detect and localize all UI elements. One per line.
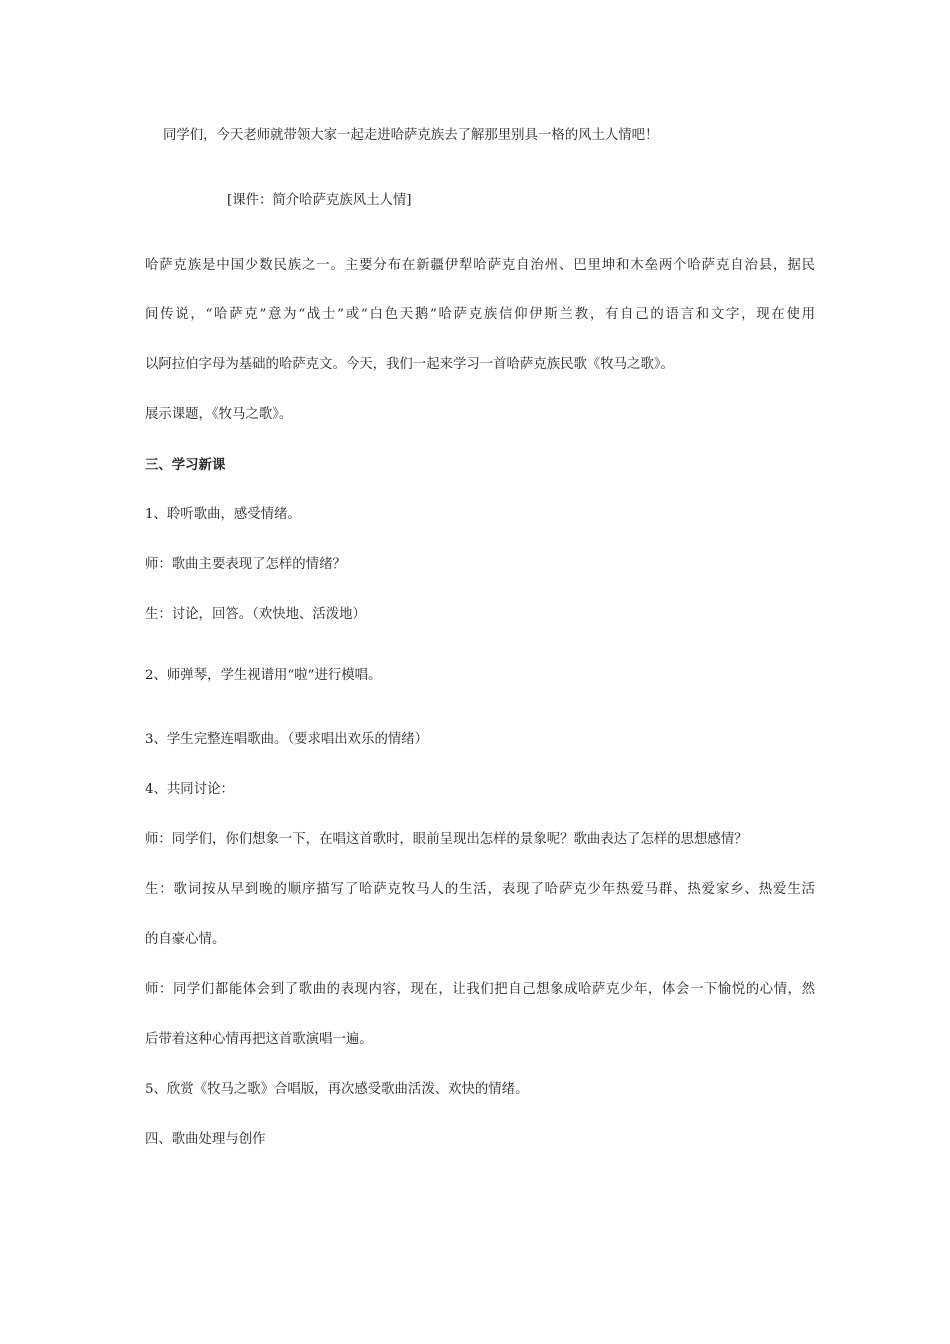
teacher-question-1: 师：歌曲主要表现了怎样的情绪？ <box>145 557 346 572</box>
teacher-question-2: 师：同学们，你们想象一下，在唱这首歌时，眼前呈现出怎样的景象呢？歌曲表达了怎样的思想感情？ <box>145 832 748 847</box>
step-2: 2、师弹琴，学生视谱用“啦”进行模唱。 <box>145 668 382 683</box>
section-3-heading: 三、学习新课 <box>145 457 226 473</box>
kazakh-intro-line-3: 以阿拉伯字母为基础的哈萨克文。今天，我们一起来学习一首哈萨克族民歌《牧马之歌》。 <box>145 357 674 372</box>
step-1: 1、聆听歌曲，感受情绪。 <box>145 507 301 522</box>
courseware-note: [课件：简介哈萨克族风土人情] <box>227 193 412 208</box>
step-4: 4、共同讨论： <box>145 782 234 797</box>
intro-paragraph: 同学们，今天老师就带领大家一起走进哈萨克族去了解那里别具一格的风土人情吧！ <box>163 128 659 143</box>
teacher-statement-3-line-1: 师：同学们都能体会到了歌曲的表现内容，现在，让我们把自己想象成哈萨克少年，体会一下愉悦的心情，然 <box>145 982 815 997</box>
teacher-statement-3-line-2: 后带着这种心情再把这首歌演唱一遍。 <box>145 1032 373 1047</box>
section-4-heading: 四、歌曲处理与创作 <box>145 1132 266 1147</box>
student-answer-2-line-1: 生：歌词按从早到晚的顺序描写了哈萨克牧马人的生活，表现了哈萨克少年热爱马群、热爱家乡、热爱生活 <box>145 882 815 897</box>
step-5: 5、欣赏《牧马之歌》合唱版，再次感受歌曲活泼、欢快的情绪。 <box>145 1082 529 1097</box>
kazakh-intro-line-1: 哈萨克族是中国少数民族之一。主要分布在新疆伊犁哈萨克自治州、巴里坤和木垒两个哈萨克自治县，据民 <box>145 258 815 273</box>
step-3: 3、学生完整连唱歌曲。（要求唱出欢乐的情绪） <box>145 732 429 747</box>
kazakh-intro-line-2: 间传说，“哈萨克”意为“战士”或“白色天鹅”哈萨克族信仰伊斯兰教，有自己的语言和文字，现在使用 <box>145 307 815 322</box>
student-answer-2-line-2: 的自豪心情。 <box>145 932 226 947</box>
student-answer-1: 生：讨论，回答。（欢快地、活泼地） <box>145 607 366 622</box>
show-topic-line: 展示课题，《牧马之歌》。 <box>145 407 293 422</box>
